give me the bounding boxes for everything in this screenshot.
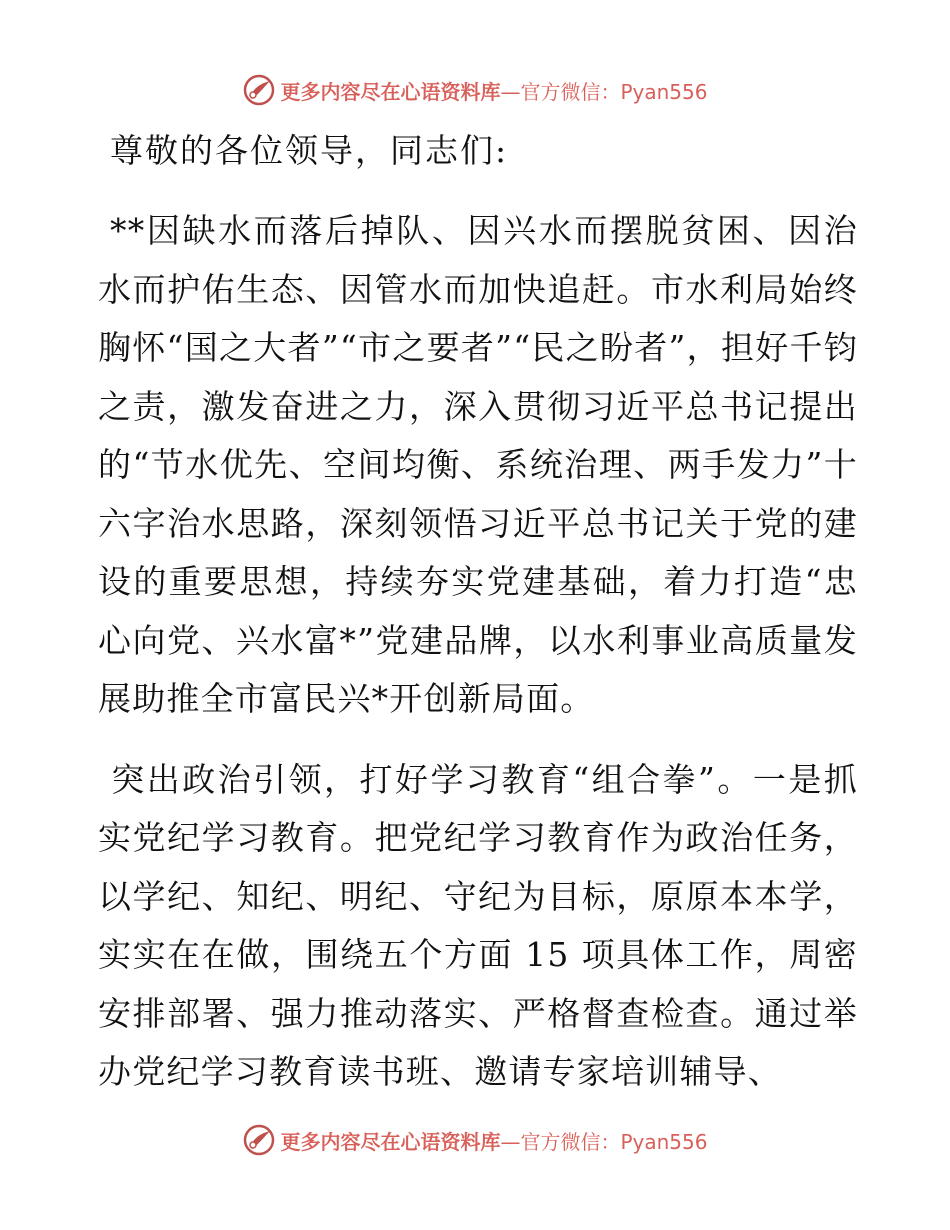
document-body [98, 122, 858, 1124]
paragraph-2 [98, 751, 858, 1102]
paragraph-1 [98, 202, 858, 729]
greeting: 尊敬的各位领导，同志们: [110, 131, 509, 170]
watermark-title-bottom: 更多内容尽在心语资料库 [280, 1129, 501, 1154]
watermark-banner-top [0, 70, 950, 110]
watermark-logo-icon [242, 73, 276, 107]
watermark-text-bottom [280, 1126, 707, 1155]
watermark-wechat-top: —官方微信：Pyan556 [500, 79, 708, 104]
watermark-title-top: 更多内容尽在心语资料库 [280, 79, 501, 104]
watermark-text-top [280, 76, 707, 105]
paragraph-2-text: 突出政治引领，打好学习教育“组合拳”。一是抓实党纪学习教育。把党纪学习教育作为政治任务，以学纪、知纪、明纪、守纪为目标，原原本本学，实实在在做，围绕五个方面 15 项具体工作，周密安排部署、强力推动落实、严格督查检查。通过举办党纪学习教育读书班、邀请专家培训辅导、 [98, 759, 858, 1091]
watermark-logo-icon [242, 1123, 276, 1157]
paragraph-1-text: **因缺水而落后掉队、因兴水而摆脱贫困、因治水而护佑生态、因管水而加快追赶。市水利局始终胸怀“国之大者”“市之要者”“民之盼者”，担好千钧之责，激发奋进之力，深入贯彻习近平总书记提出的“节水优先、空间均衡、系统治理、两手发力”十六字治水思路，深刻领悟习近平总书记关于党的建设的重要思想，持续夯实党建基础，着力打造“忠心向党、兴水富*”党建品牌，以水利事业高质量发展助推全市富民兴*开创新局面。 [98, 211, 858, 718]
watermark-banner-bottom [0, 1120, 950, 1160]
watermark-wechat-bottom: —官方微信：Pyan556 [500, 1129, 708, 1154]
